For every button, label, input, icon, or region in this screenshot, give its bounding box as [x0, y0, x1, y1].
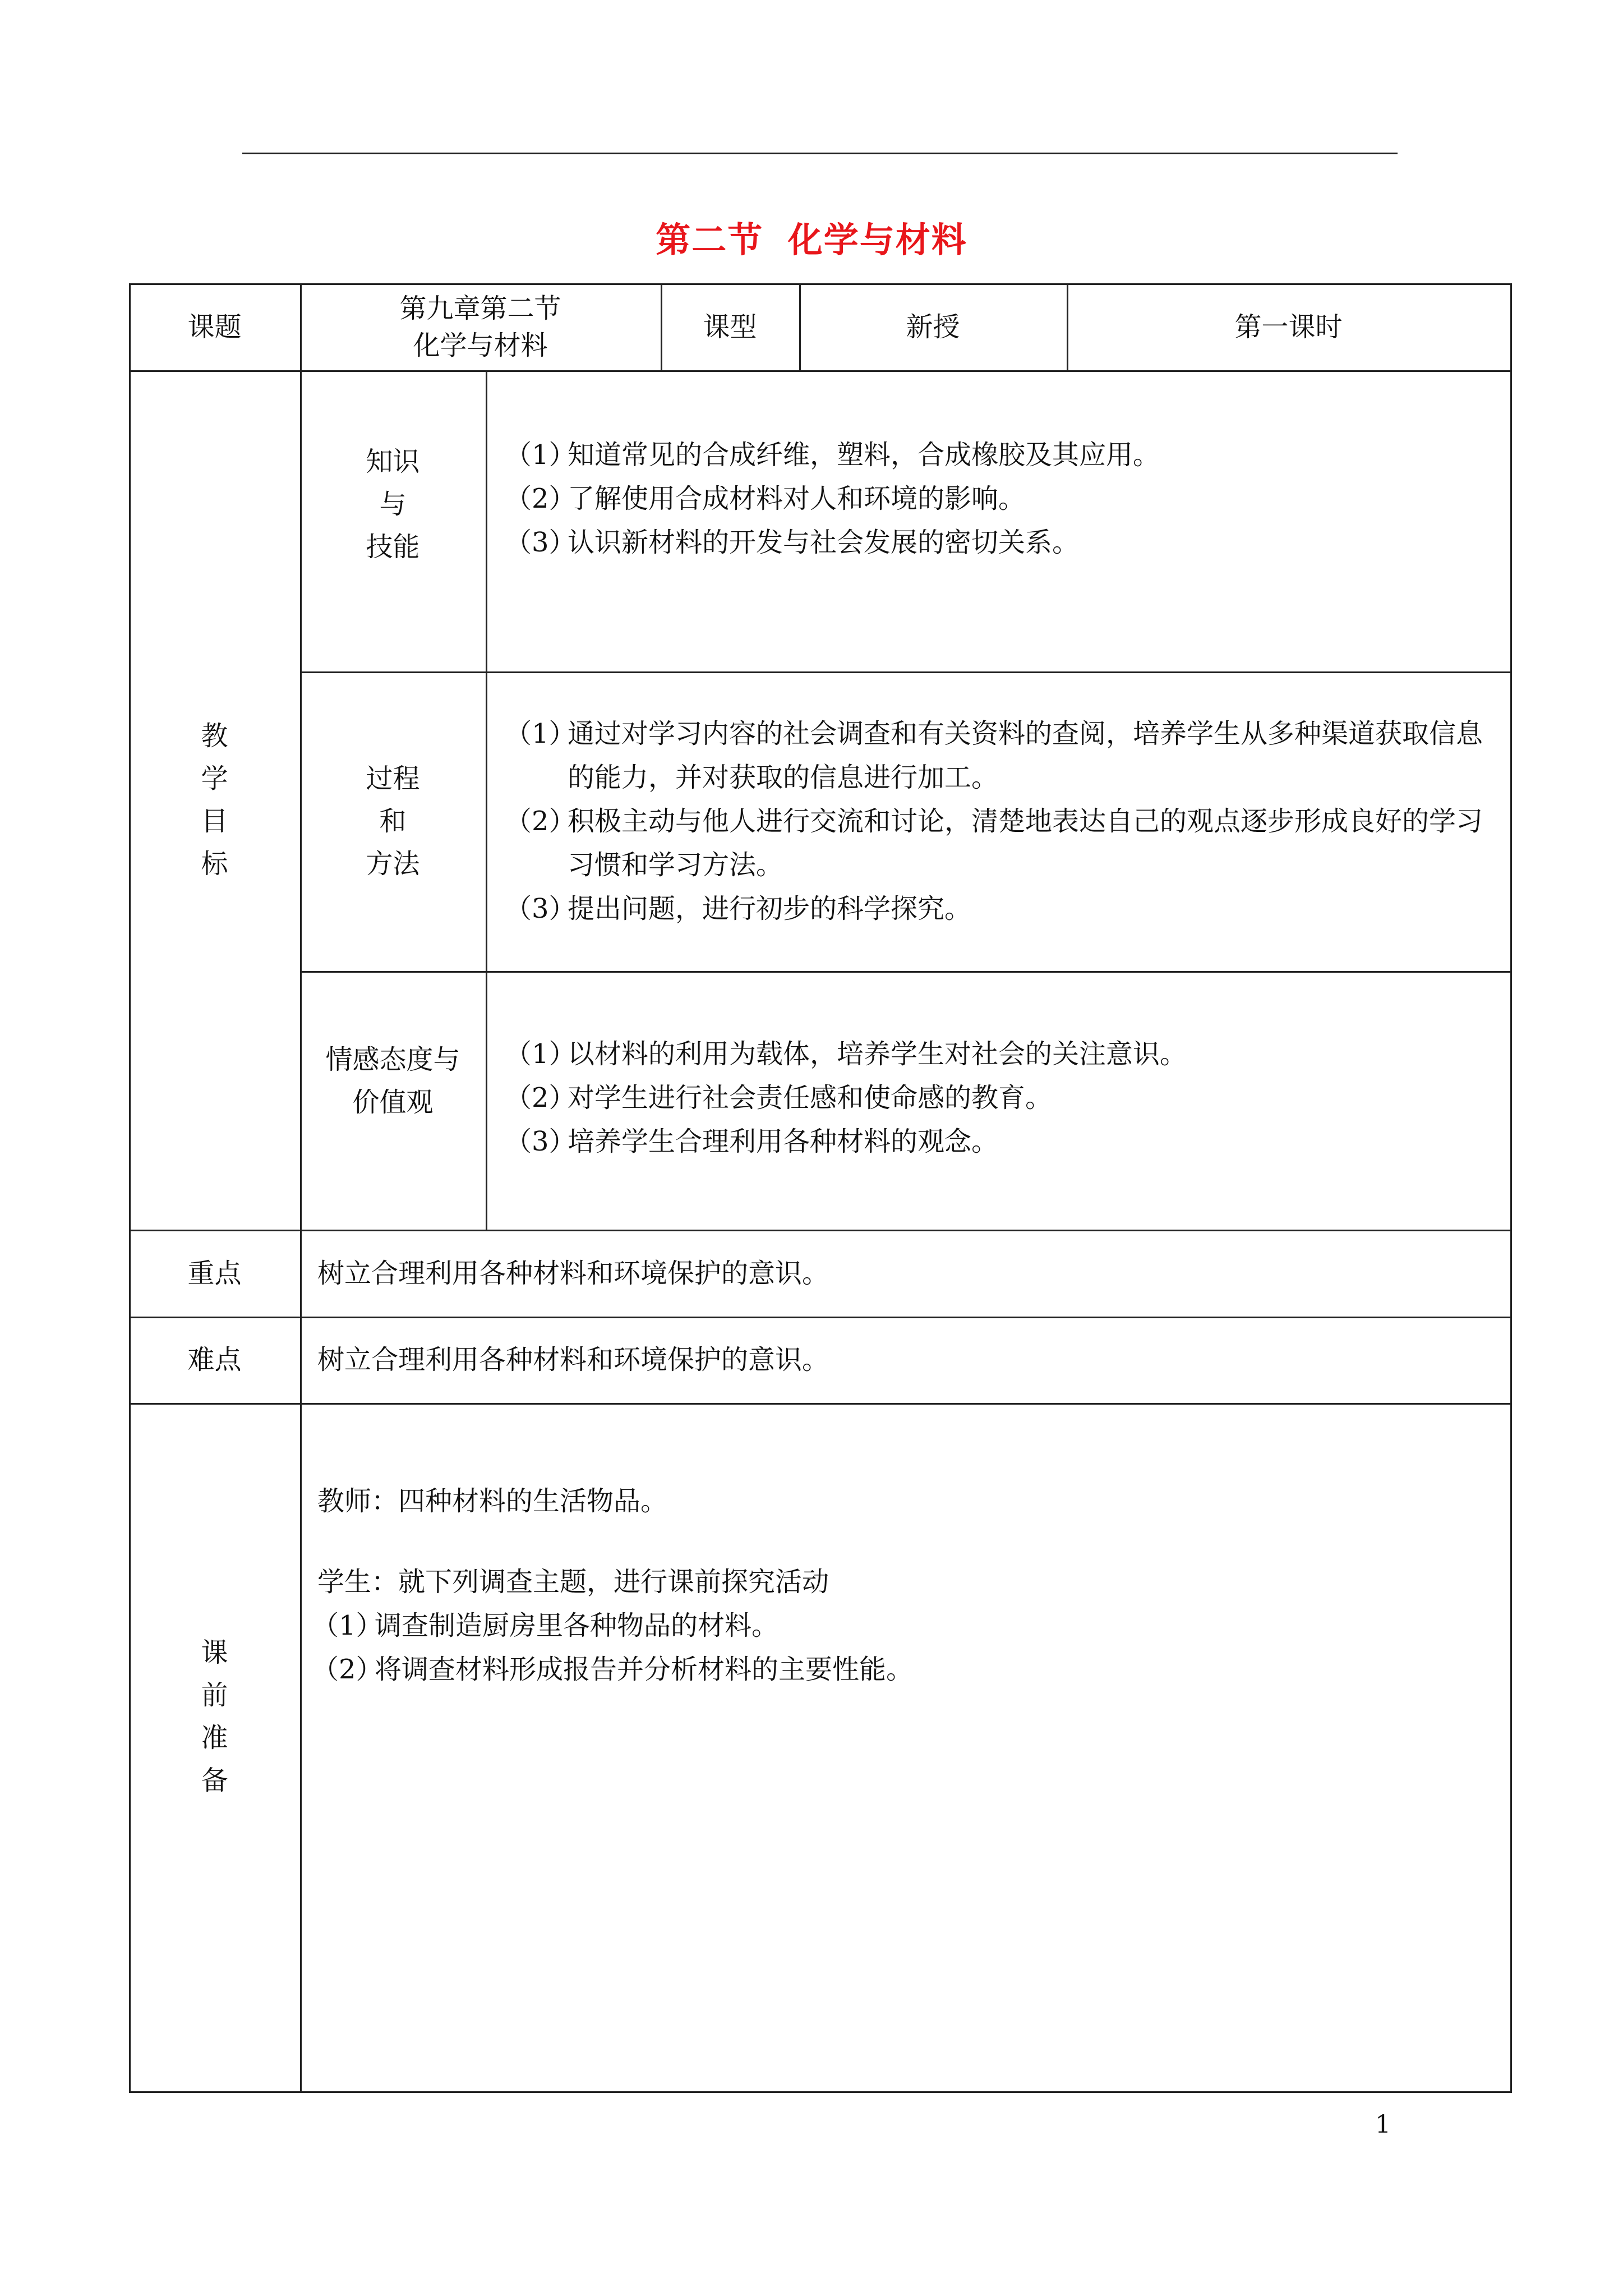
item-text: 积极主动与他人进行交流和讨论，清楚地表达自己的观点逐步形成良好的学习习惯和学习方法。 — [568, 806, 1483, 881]
key-point-text: 树立合理利用各种材料和环境保护的意识。 — [317, 1257, 829, 1289]
row-divider — [129, 1403, 1512, 1405]
header-rule — [242, 153, 1398, 154]
objectives-label-char: 目 — [201, 806, 228, 837]
knowledge-label-line: 技能 — [366, 531, 420, 563]
lesson-plan-table — [129, 283, 1512, 2093]
emotion-label — [300, 971, 486, 1230]
item-number: （1） — [505, 718, 576, 749]
list-item — [505, 477, 1492, 521]
item-text: 调查制造厨房里各种物品的材料。 — [375, 1610, 779, 1641]
knowledge-items — [505, 433, 1492, 564]
preparation-content — [312, 1479, 1495, 1691]
objectives-label-char: 标 — [201, 848, 228, 880]
list-item — [505, 887, 1492, 931]
list-item — [505, 712, 1492, 799]
page-number: 1 — [1375, 2110, 1391, 2139]
list-item — [505, 1076, 1492, 1120]
process-label-line: 过程 — [366, 763, 420, 794]
item-text: 认识新材料的开发与社会发展的密切关系。 — [568, 527, 1080, 558]
item-text: 提出问题，进行初步的科学探究。 — [568, 893, 972, 924]
item-number: （2） — [505, 806, 576, 837]
item-number: （1） — [312, 1610, 383, 1641]
list-item — [505, 1120, 1492, 1163]
knowledge-label-line: 与 — [379, 488, 407, 520]
item-number: （2） — [505, 483, 576, 514]
page-title — [0, 212, 1623, 262]
preparation-label-char: 准 — [201, 1722, 228, 1754]
item-number: （2） — [505, 1082, 576, 1114]
table-border-bottom — [129, 2091, 1512, 2093]
item-text: 将调查材料形成报告并分析材料的主要性能。 — [375, 1654, 914, 1685]
preparation-label-char: 课 — [201, 1636, 228, 1668]
emotion-items — [505, 1032, 1492, 1163]
item-text: 知道常见的合成纤维，塑料，合成橡胶及其应用。 — [568, 439, 1160, 471]
list-item — [505, 521, 1492, 564]
objectives-label-char: 教 — [201, 720, 228, 752]
knowledge-label-line: 知识 — [366, 445, 420, 477]
item-number: （2） — [312, 1654, 383, 1685]
topic-value-line: 第九章第二节 — [399, 292, 561, 324]
item-number: （3） — [505, 1126, 576, 1157]
topic-value — [300, 283, 661, 370]
key-point-label: 重点 — [187, 1257, 242, 1289]
column-divider — [486, 370, 487, 1230]
topic-label: 课题 — [187, 311, 242, 343]
list-item — [505, 433, 1492, 477]
difficulty-text: 树立合理利用各种材料和环境保护的意识。 — [317, 1344, 829, 1375]
preparation-label — [129, 1403, 300, 2091]
item-number: （1） — [505, 439, 576, 471]
title-topic: 化学与材料 — [787, 219, 967, 260]
item-text: 以材料的利用为载体，培养学生对社会的关注意识。 — [568, 1038, 1187, 1070]
topic-value-line: 化学与材料 — [413, 329, 548, 361]
student-preparation: 学生：就下列调查主题，进行课前探究活动 — [317, 1566, 829, 1598]
list-item — [505, 799, 1492, 887]
table-border-right — [1510, 283, 1512, 2093]
process-label-line: 和 — [379, 806, 407, 837]
process-label-line: 方法 — [366, 848, 420, 880]
objectives-label-char: 学 — [201, 763, 228, 794]
type-value: 新授 — [906, 311, 960, 343]
item-text: 了解使用合成材料对人和环境的影响。 — [568, 483, 1026, 514]
item-number: （3） — [505, 527, 576, 558]
teacher-preparation: 教师：四种材料的生活物品。 — [317, 1485, 668, 1517]
difficulty-label: 难点 — [187, 1344, 242, 1375]
process-label — [300, 671, 486, 971]
process-items — [505, 712, 1492, 931]
period-value: 第一课时 — [1234, 311, 1343, 343]
title-section: 第二节 — [656, 219, 764, 260]
emotion-label-line: 价值观 — [352, 1086, 434, 1118]
emotion-label-line: 情感态度与 — [325, 1043, 460, 1075]
item-text: 培养学生合理利用各种材料的观念。 — [568, 1126, 999, 1157]
list-item — [312, 1604, 1495, 1648]
item-number: （3） — [505, 893, 576, 924]
type-label: 课型 — [703, 311, 757, 343]
objectives-label — [129, 370, 300, 1230]
list-item — [312, 1648, 1495, 1691]
list-item — [505, 1032, 1492, 1076]
knowledge-label — [300, 370, 486, 671]
preparation-label-char: 前 — [201, 1679, 228, 1711]
item-text: 对学生进行社会责任感和使命感的教育。 — [568, 1082, 1053, 1114]
item-number: （1） — [505, 1038, 576, 1070]
item-text: 通过对学习内容的社会调查和有关资料的查阅，培养学生从多种渠道获取信息的能力，并对获取的信息进行加工。 — [568, 718, 1483, 793]
preparation-label-char: 备 — [201, 1764, 228, 1796]
